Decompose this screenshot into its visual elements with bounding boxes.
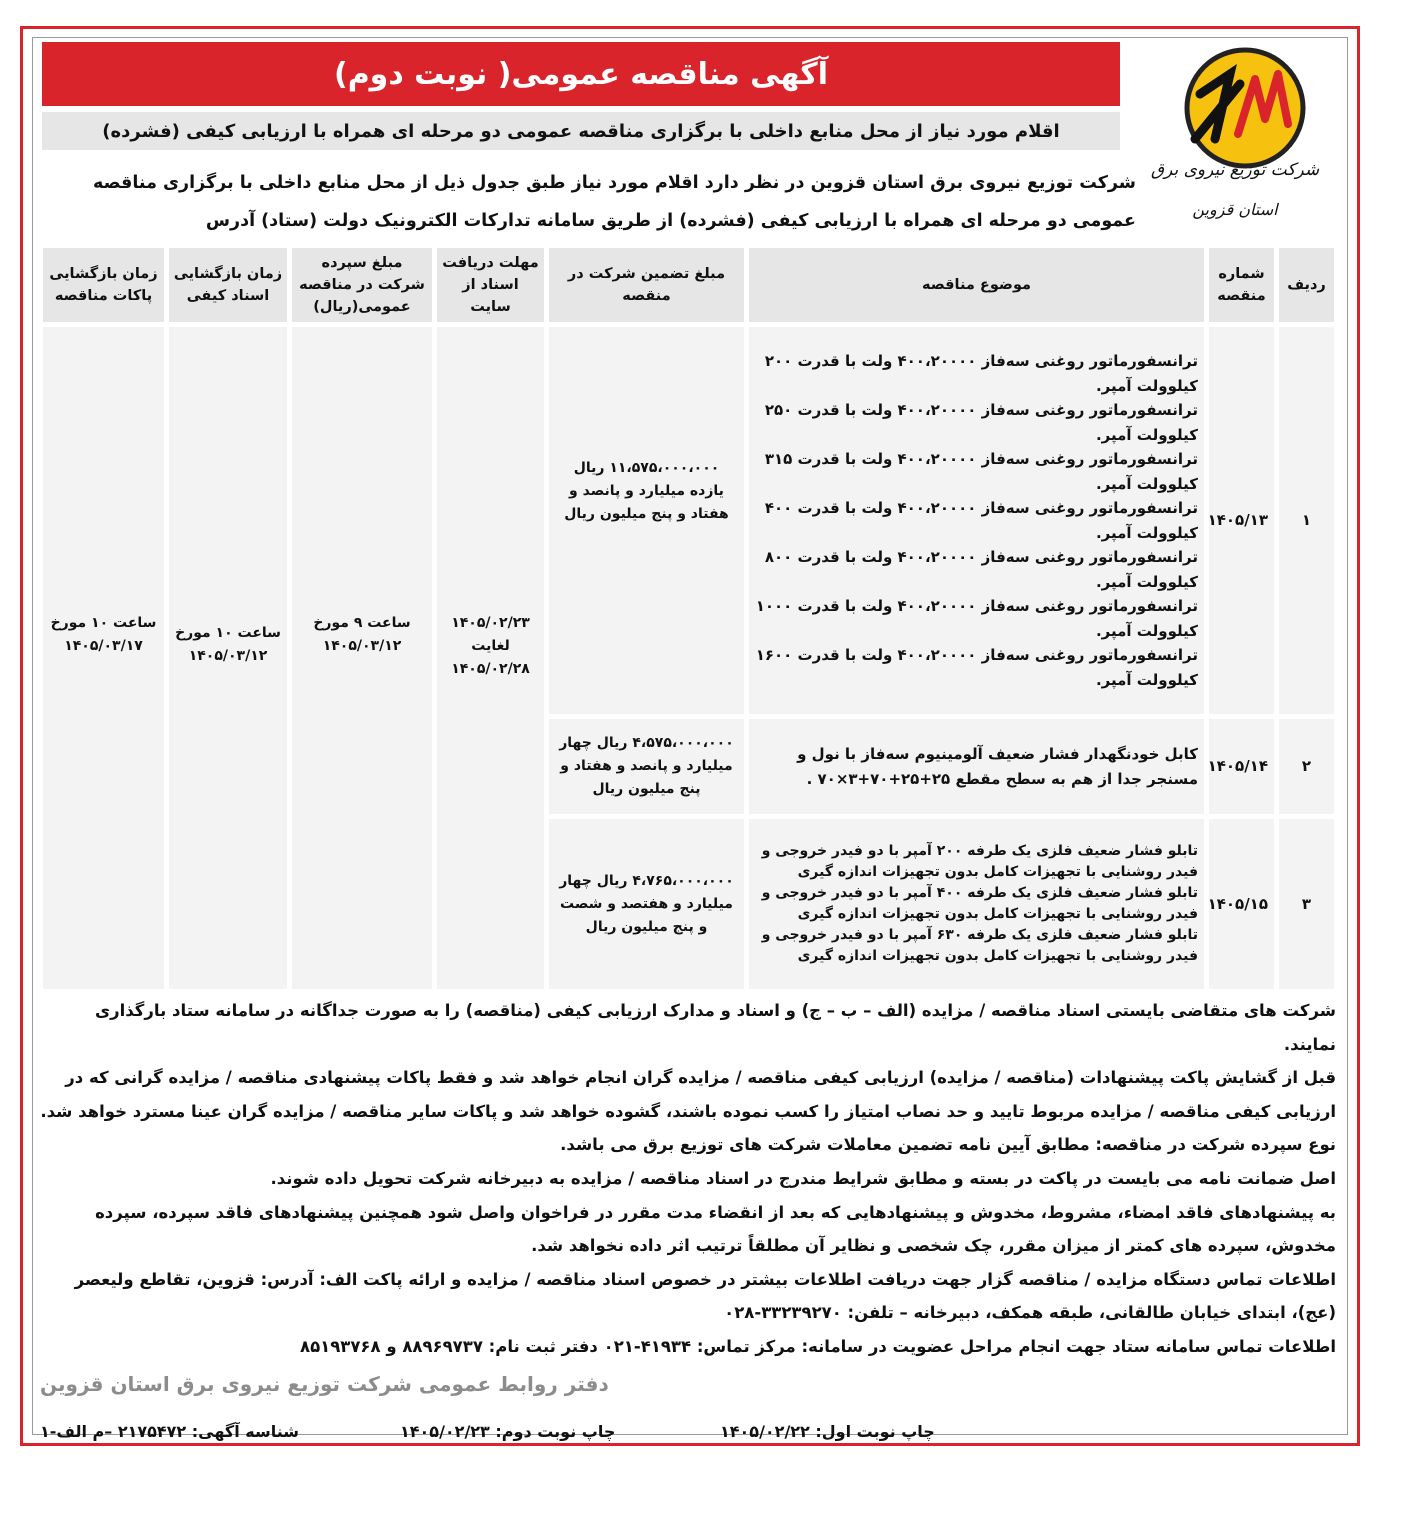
subject-line: ترانسفورماتور روغنی سه‌فاز ۴۰۰،۲۰۰۰۰ ولت با قدرت ۱۰۰۰ کیلوولت آمپر. xyxy=(755,597,1198,640)
condition-paragraph: به پیشنهادهای فاقد امضاء، مشروط، مخدوش و پیشنهادهایی که بعد از انقضاء مدت مقرر در فراخوان واصل شود همچنین پیشنهادهای فاقد سپرده، سپرده مخدوش، سپرده های کمتر از میزان مقرر، چک شخصی و نظایر آن مطلقاً ترتیب اثر داده نخواهد شد. xyxy=(95,1202,1336,1256)
row-number: ۳ xyxy=(1277,817,1337,992)
subject-line: تابلو فشار ضعیف فلزی یک طرفه ۶۳۰ آمپر با دو فیدر خروجی و فیدر روشنایی با تجهیزات کامل بدون تجهیزات اندازه گیری xyxy=(761,927,1198,964)
header-quality-open: زمان بازگشایی اسناد کیفی xyxy=(167,246,290,325)
subject-line: کابل خودنگهدار فشار ضعیف آلومینیوم سه‌فاز با نول و مسنجر جدا از هم به سطح مقطع ۲۵+۲۵+۷۰+۳×۷۰ . xyxy=(797,745,1198,788)
subject-line: تابلو فشار ضعیف فلزی یک طرفه ۲۰۰ آمپر با دو فیدر خروجی و فیدر روشنایی با تجهیزات کامل بدون تجهیزات اندازه گیری xyxy=(761,843,1198,880)
conditions-section xyxy=(38,994,1336,1364)
table-header-row xyxy=(41,246,1337,325)
first-print-date: چاپ نوبت اول: ۱۴۰۵/۰۲/۲۲ xyxy=(720,1422,935,1441)
public-relations-office: دفتر روابط عمومی شرکت توزیع نیروی برق استان قزوین xyxy=(40,1372,609,1396)
condition-paragraph: نوع سپرده شرکت در مناقصه: مطابق آیین نامه تضمین معاملات شرکت های توزیع برق می باشد. xyxy=(560,1135,1336,1155)
subject-line: ترانسفورماتور روغنی سه‌فاز ۴۰۰،۲۰۰۰۰ ولت با قدرت ۲۰۰ کیلوولت آمپر. xyxy=(764,352,1198,395)
subject-line: ترانسفورماتور روغنی سه‌فاز ۴۰۰،۲۰۰۰۰ ولت با قدرت ۱۶۰۰ کیلوولت آمپر. xyxy=(755,646,1198,689)
guarantee-amount: ۱۱،۵۷۵،۰۰۰،۰۰۰ ریال یازده میلیارد و پانصد و هفتاد و پنج میلیون ریال xyxy=(547,325,747,717)
row-number: ۱ xyxy=(1277,325,1337,717)
row-number: ۲ xyxy=(1277,717,1337,817)
condition-paragraph: اطلاعات تماس دستگاه مزایده / مناقصه گزار جهت دریافت اطلاعات بیشتر در خصوص اسناد مناقصه / مزایده و ارائه پاکت الف: آدرس: قزوین، تقاطع ولیعصر (عج)، ابتدای خیابان طالقانی، طبقه همکف، دبیرخانه – تلفن: ۳۳۲۳۹۲۷۰-۰۲۸ xyxy=(74,1269,1336,1323)
tender-subject xyxy=(747,817,1207,992)
header-deadline: مهلت دریافت اسناد از سایت xyxy=(435,246,547,325)
condition-paragraph: اطلاعات تماس سامانه ستاد جهت انجام مراحل عضویت در سامانه: مرکز تماس: ۴۱۹۳۴-۰۲۱ دفتر ثبت نام: ۸۸۹۶۹۷۳۷ و ۸۵۱۹۳۷۶۸ xyxy=(300,1336,1336,1356)
envelope-opening-time: ساعت ۱۰ مورخ ۱۴۰۵/۰۳/۱۷ xyxy=(41,325,167,992)
quality-opening-time: ساعت ۱۰ مورخ ۱۴۰۵/۰۳/۱۲ xyxy=(167,325,290,992)
ad-subtitle: اقلام مورد نیاز از محل منابع داخلی با برگزاری مناقصه عمومی دو مرحله ای همراه با ارزیابی کیفی (فشرده) xyxy=(42,112,1120,150)
ad-identifier: شناسه آگهی: ۲۱۷۵۴۷۲ –م الف-۱ xyxy=(40,1422,299,1441)
ad-title: آگهی مناقصه عمومی( نوبت دوم) xyxy=(42,42,1120,106)
document-deadline: ۱۴۰۵/۰۲/۲۳ لغایت ۱۴۰۵/۰۲/۲۸ xyxy=(435,325,547,992)
deposit-time: ساعت ۹ مورخ ۱۴۰۵/۰۳/۱۲ xyxy=(290,325,435,992)
condition-paragraph: اصل ضمانت نامه می بایست در پاکت در بسته و مطابق شرایط مندرج در اسناد مناقصه / مزایده به دبیرخانه شرکت تحویل داده شوند. xyxy=(270,1168,1336,1188)
tender-number: ۱۴۰۵/۱۳ xyxy=(1207,325,1277,717)
subject-line: تابلو فشار ضعیف فلزی یک طرفه ۴۰۰ آمپر با دو فیدر خروجی و فیدر روشنایی با تجهیزات کامل بدون تجهیزات اندازه گیری xyxy=(761,885,1198,922)
subject-line: ترانسفورماتور روغنی سه‌فاز ۴۰۰،۲۰۰۰۰ ولت با قدرت ۴۰۰ کیلوولت آمپر. xyxy=(764,499,1198,542)
header-deposit: مبلغ سپرده شرکت در مناقصه عمومی(ریال) xyxy=(290,246,435,325)
condition-paragraph: شرکت های متقاضی بایستی اسناد مناقصه / مزایده (الف – ب – ج) و اسناد و مدارک ارزیابی کیفی (مناقصه) را به صورت جداگانه در سامانه ستاد بارگذاری نمایند. xyxy=(95,1001,1336,1054)
logo-company-name: شرکت توزیع نیروی برق xyxy=(1150,160,1320,180)
header-subject: موضوع مناقصه xyxy=(747,246,1207,325)
tender-number: ۱۴۰۵/۱۵ xyxy=(1207,817,1277,992)
second-print-date: چاپ نوبت دوم: ۱۴۰۵/۰۲/۲۳ xyxy=(400,1422,616,1441)
subject-line: ترانسفورماتور روغنی سه‌فاز ۴۰۰،۲۰۰۰۰ ولت با قدرت ۳۱۵ کیلوولت آمپر. xyxy=(764,450,1198,493)
guarantee-amount: ۴،۷۶۵،۰۰۰،۰۰۰ ریال چهار میلیارد و هفتصد و شصت و پنج میلیون ریال xyxy=(547,817,747,992)
tender-subject xyxy=(747,325,1207,717)
tender-number: ۱۴۰۵/۱۴ xyxy=(1207,717,1277,817)
header-tender-number: شماره منقصه xyxy=(1207,246,1277,325)
logo-province-name: استان قزوین xyxy=(1192,200,1278,219)
table-row xyxy=(41,325,1337,717)
subject-line: ترانسفورماتور روغنی سه‌فاز ۴۰۰،۲۰۰۰۰ ولت با قدرت ۲۵۰ کیلوولت آمپر. xyxy=(764,401,1198,444)
header-guarantee: مبلغ تضمین شرکت در منقصه xyxy=(547,246,747,325)
intro-paragraph: شرکت توزیع نیروی برق استان قزوین در نظر دارد اقلام مورد نیاز طبق جدول ذیل از محل منابع داخلی با برگزاری مناقصه عمومی دو مرحله ای همراه با ارزیابی کیفی (فشرده) از طریق سامانه تدارکات الکترونیک دولت (ستاد) آدرس xyxy=(93,173,1136,231)
header-envelope-open: زمان بازگشایی پاکات مناقصه xyxy=(41,246,167,325)
subject-line: ترانسفورماتور روغنی سه‌فاز ۴۰۰،۲۰۰۰۰ ولت با قدرت ۸۰۰ کیلوولت آمپر. xyxy=(764,548,1198,591)
header-row-number: ردیف xyxy=(1277,246,1337,325)
condition-paragraph: قبل از گشایش پاکت پیشنهادات (مناقصه / مزایده) ارزیابی کیفی مناقصه / مزایده گران انجام خواهد شد و فقط پاکات پیشنهادی مناقصه / مزایده گرانی که در ارزیابی کیفی مناقصه / مزایده مربوط تایید و حد نصاب امتیاز را کسب نموده باشند، گشوده خواهد شد و پاکات سایر مناقصه / مزایده گران عینا مسترد خواهد شد. xyxy=(40,1068,1336,1121)
tender-table xyxy=(38,243,1339,994)
tender-subject xyxy=(747,717,1207,817)
guarantee-amount: ۴،۵۷۵،۰۰۰،۰۰۰ ریال چهار میلیارد و پانصد و هفتاد و پنج میلیون ریال xyxy=(547,717,747,817)
